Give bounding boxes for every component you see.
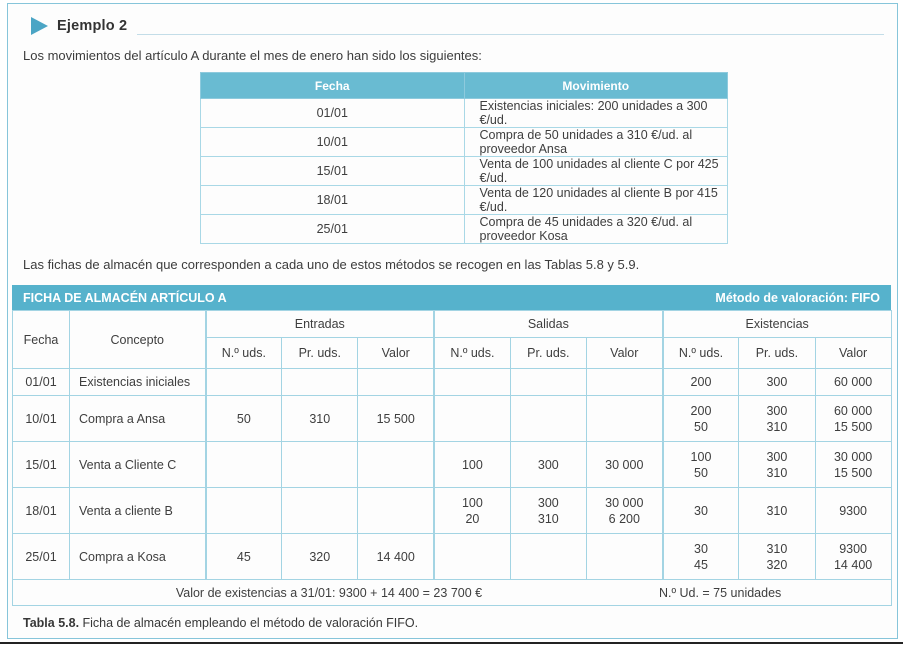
value-cell: 300 310 xyxy=(739,442,815,488)
example-marker-triangle-icon xyxy=(31,17,48,35)
value-cell: 200 xyxy=(663,369,739,396)
value-cell xyxy=(206,369,282,396)
value-cell: 300 xyxy=(739,369,815,396)
column-header-concepto: Concepto xyxy=(70,311,206,369)
value-cell xyxy=(206,488,282,534)
movement-date-cell: 15/01 xyxy=(201,157,465,186)
concepto-cell: Compra a Ansa xyxy=(70,396,206,442)
ficha-row xyxy=(13,534,892,580)
table-caption xyxy=(23,616,882,630)
column-header-movimiento: Movimiento xyxy=(464,73,728,99)
value-cell: 310 xyxy=(282,396,358,442)
value-cell: 310 320 xyxy=(739,534,815,580)
movement-date-cell: 01/01 xyxy=(201,99,465,128)
value-cell: 60 000 xyxy=(815,369,891,396)
value-cell: 15 500 xyxy=(358,396,434,442)
movement-row xyxy=(201,215,728,244)
concepto-cell: Compra a Kosa xyxy=(70,534,206,580)
value-cell: 300 310 xyxy=(510,488,586,534)
value-cell xyxy=(510,396,586,442)
caption-text: Ficha de almacén empleando el método de valoración FIFO. xyxy=(79,616,419,630)
value-cell: 100 20 xyxy=(434,488,510,534)
value-cell: 9300 xyxy=(815,488,891,534)
subcol-valor: Valor xyxy=(358,338,434,369)
movements-table xyxy=(200,72,728,244)
subcol-uds: N.º uds. xyxy=(206,338,282,369)
value-cell: 320 xyxy=(282,534,358,580)
movement-date-cell: 10/01 xyxy=(201,128,465,157)
subcol-pr: Pr. uds. xyxy=(739,338,815,369)
warehouse-card-title: FICHA DE ALMACÉN ARTÍCULO A xyxy=(23,290,227,305)
movement-desc-cell: Venta de 100 unidades al cliente C por 425 €/ud. xyxy=(464,157,728,186)
subcol-valor: Valor xyxy=(815,338,891,369)
movement-desc-cell: Venta de 120 unidades al cliente B por 415 €/ud. xyxy=(464,186,728,215)
value-cell xyxy=(434,396,510,442)
movement-desc-cell: Existencias iniciales: 200 unidades a 300 €/ud. xyxy=(464,99,728,128)
movement-row xyxy=(201,99,728,128)
fecha-cell: 15/01 xyxy=(13,442,70,488)
value-cell xyxy=(586,369,662,396)
intro-text: Los movimientos del artículo A durante el mes de enero han sido los siguientes: xyxy=(23,48,482,63)
column-header-fecha: Fecha xyxy=(13,311,70,369)
warehouse-card xyxy=(12,285,891,606)
value-cell xyxy=(358,488,434,534)
value-cell xyxy=(206,442,282,488)
fecha-cell: 10/01 xyxy=(13,396,70,442)
value-cell: 45 xyxy=(206,534,282,580)
value-cell xyxy=(358,369,434,396)
value-cell xyxy=(586,396,662,442)
movement-date-cell: 18/01 xyxy=(201,186,465,215)
value-cell xyxy=(282,369,358,396)
concepto-cell: Venta a cliente B xyxy=(70,488,206,534)
value-cell xyxy=(434,369,510,396)
value-cell: 30 000 xyxy=(586,442,662,488)
movement-desc-cell: Compra de 45 unidades a 320 €/ud. al proveedor Kosa xyxy=(464,215,728,244)
value-cell: 300 310 xyxy=(739,396,815,442)
group-header-existencias: Existencias xyxy=(663,311,892,338)
concepto-cell: Venta a Cliente C xyxy=(70,442,206,488)
subcol-valor: Valor xyxy=(586,338,662,369)
value-cell xyxy=(358,442,434,488)
header-rule xyxy=(137,31,884,35)
page-bottom-edge xyxy=(0,642,903,644)
value-cell: 9300 14 400 xyxy=(815,534,891,580)
ficha-row xyxy=(13,369,892,396)
movement-date-cell: 25/01 xyxy=(201,215,465,244)
value-cell xyxy=(510,534,586,580)
value-cell: 30 000 15 500 xyxy=(815,442,891,488)
value-cell: 310 xyxy=(739,488,815,534)
value-cell: 50 xyxy=(206,396,282,442)
value-cell: 30 45 xyxy=(663,534,739,580)
movement-row xyxy=(201,157,728,186)
subcol-uds: N.º uds. xyxy=(663,338,739,369)
value-cell: 100 50 xyxy=(663,442,739,488)
warehouse-card-title-bar xyxy=(12,285,891,310)
value-cell: 200 50 xyxy=(663,396,739,442)
movement-row xyxy=(201,128,728,157)
ficha-row xyxy=(13,488,892,534)
subcol-uds: N.º uds. xyxy=(434,338,510,369)
page-border-box xyxy=(7,3,898,639)
movements-header-row xyxy=(201,73,728,99)
footer-unidades-text: N.º Ud. = 75 unidades xyxy=(658,585,782,600)
caption-label: Tabla 5.8. xyxy=(23,616,80,630)
value-cell xyxy=(510,369,586,396)
warehouse-card-table xyxy=(12,310,892,606)
group-header-row xyxy=(13,311,892,338)
concepto-cell: Existencias iniciales xyxy=(70,369,206,396)
ficha-row xyxy=(13,442,892,488)
value-cell: 30 000 6 200 xyxy=(586,488,662,534)
subcol-pr: Pr. uds. xyxy=(282,338,358,369)
footer-valor-text: Valor de existencias a 31/01: 9300 + 14 400 = 23 700 € xyxy=(175,585,483,600)
value-cell: 60 000 15 500 xyxy=(815,396,891,442)
valuation-method-label: Método de valoración: FIFO xyxy=(715,290,880,305)
footer-cell xyxy=(13,580,892,606)
value-cell xyxy=(282,488,358,534)
group-header-entradas: Entradas xyxy=(206,311,435,338)
value-cell: 14 400 xyxy=(358,534,434,580)
movement-desc-cell: Compra de 50 unidades a 310 €/ud. al proveedor Ansa xyxy=(464,128,728,157)
ficha-row xyxy=(13,396,892,442)
movement-row xyxy=(201,186,728,215)
column-header-fecha: Fecha xyxy=(201,73,465,99)
value-cell xyxy=(586,534,662,580)
fecha-cell: 01/01 xyxy=(13,369,70,396)
value-cell: 300 xyxy=(510,442,586,488)
group-header-salidas: Salidas xyxy=(434,311,663,338)
between-text: Las fichas de almacén que corresponden a cada uno de estos métodos se recogen en las Tablas 5.8 y 5.9. xyxy=(23,257,640,272)
subcol-pr: Pr. uds. xyxy=(510,338,586,369)
ficha-footer-row xyxy=(13,580,892,606)
value-cell xyxy=(282,442,358,488)
fecha-cell: 25/01 xyxy=(13,534,70,580)
value-cell: 100 xyxy=(434,442,510,488)
value-cell: 30 xyxy=(663,488,739,534)
fecha-cell: 18/01 xyxy=(13,488,70,534)
example-header xyxy=(31,17,884,35)
example-title: Ejemplo 2 xyxy=(57,18,128,34)
value-cell xyxy=(434,534,510,580)
